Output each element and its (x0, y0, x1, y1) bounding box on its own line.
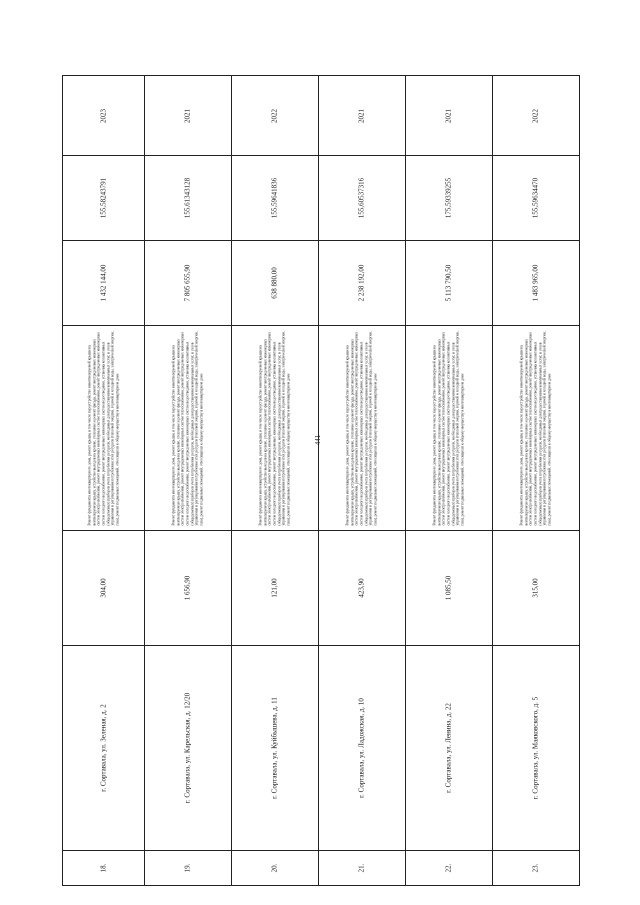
address-cell (319, 646, 406, 851)
area-cell (63, 531, 145, 646)
page-number: 441 (314, 434, 322, 446)
unit-cost-value: 155,58243791 (99, 177, 107, 219)
year-value: 2021 (357, 108, 366, 123)
number-cell (63, 851, 145, 886)
unit-cost-cell (145, 156, 232, 241)
area-row (63, 531, 580, 646)
area-value: 423,90 (357, 578, 366, 598)
year-value: 2021 (444, 108, 453, 123)
works-text: Ремонт фундамента многоквартирного дома, ремонт крыши, в том числе переустройство невентилируемой крыши на вентилируемую крышу, устройство выходов на кровлю, утепление и ремонт фасада, ремонт внутридомовых инженерных систем электроснабжения, ремонт внутридомовых инженерных систем теплоснабжения, ремонт внутридомовых инженерных систем холодного водоснабжения, ремонт внутридомовых инженерных систем водоотведения, установка коллективных (общедомовых) приборов учета потребления ресурсов, необходимых для предоставления коммунальных услуг, и узлов управления и регулирования потребления этих ресурсов (тепловой энергии, горячей и холодной воды, электрической энергии, газа), ремонт подвальных помещений, относящихся к общему имуществу в многоквартирном доме (171, 331, 204, 526)
number-cell (319, 851, 406, 886)
cost-value: 1 432 144,00 (99, 264, 107, 302)
year-cell (63, 76, 145, 156)
unit-cost-value: 155,59641836 (270, 177, 279, 219)
works-text: Ремонт фундамента многоквартирного дома, ремонт крыши, в том числе переустройство невентилируемой крыши на вентилируемую крышу, устройство выходов на кровлю, утепление и ремонт фасада, ремонт внутридомовых инженерных систем электроснабжения, ремонт внутридомовых инженерных систем теплоснабжения, ремонт внутридомовых инженерных систем холодного водоснабжения, ремонт внутридомовых инженерных систем водоотведения, установка коллективных (общедомовых) приборов учета потребления ресурсов, необходимых для предоставления коммунальных услуг, и узлов управления и регулирования потребления этих ресурсов (тепловой энергии, горячей и холодной воды, электрической энергии, газа), ремонт подвальных помещений, относящихся к общему имуществу в многоквартирном доме (258, 331, 291, 526)
row-number: 21. (357, 863, 366, 873)
area-value: 1 656,90 (183, 575, 192, 601)
address-cell (232, 646, 319, 851)
unit-cost-value: 155,59634470 (531, 177, 540, 219)
area-value: 121,00 (270, 578, 279, 598)
works-cell (406, 326, 493, 531)
row-number: 22. (444, 863, 453, 873)
cost-cell (319, 241, 406, 326)
cost-value: 638 880,00 (270, 267, 279, 299)
works-cell (145, 326, 232, 531)
unit-cost-cell (319, 156, 406, 241)
program-table (62, 75, 580, 886)
year-value: 2023 (99, 108, 107, 123)
unit-cost-value: 175,59339255 (444, 177, 453, 219)
address-cell (406, 646, 493, 851)
row-number: 20. (270, 863, 279, 873)
works-cell (493, 326, 580, 531)
unit-cost-cell (63, 156, 145, 241)
cost-cell (232, 241, 319, 326)
cost-value: 2 238 192,00 (357, 264, 366, 302)
year-cell (232, 76, 319, 156)
number-cell (493, 851, 580, 886)
area-value: 304,00 (99, 578, 107, 598)
address-value: г. Сортавала, ул. Куйбышева, д. 11 (270, 697, 279, 799)
cost-cell (406, 241, 493, 326)
year-cell (319, 76, 406, 156)
area-cell (232, 531, 319, 646)
works-text: Ремонт фундамента многоквартирного дома, ремонт крыши, в том числе переустройство невентилируемой крыши на вентилируемую крышу, устройство выходов на кровлю, утепление и ремонт фасада, ремонт внутридомовых инженерных систем электроснабжения, ремонт внутридомовых инженерных систем теплоснабжения, ремонт внутридомовых инженерных систем холодного водоснабжения, ремонт внутридомовых инженерных систем водоотведения, установка коллективных (общедомовых) приборов учета потребления ресурсов, необходимых для предоставления коммунальных услуг, и узлов управления и регулирования потребления этих ресурсов (тепловой энергии, горячей и холодной воды, электрической энергии, газа), ремонт подвальных помещений, относящихся к общему имуществу в многоквартирном доме (519, 331, 552, 526)
cost-row (63, 241, 580, 326)
year-value: 2021 (183, 108, 192, 123)
address-value: г. Сортавала, ул. Зеленая, д. 2 (99, 704, 107, 792)
cost-cell (63, 241, 145, 326)
unit-cost-cell (232, 156, 319, 241)
cost-cell (145, 241, 232, 326)
works-row (63, 326, 580, 531)
area-value: 1 085,50 (444, 575, 453, 601)
cost-value: 5 113 790,50 (444, 264, 453, 302)
address-value: г. Сортавала, ул. Ладожская, д. 10 (357, 698, 366, 798)
number-row (63, 851, 580, 886)
unit-cost-row (63, 156, 580, 241)
address-cell (493, 646, 580, 851)
cost-cell (493, 241, 580, 326)
area-value: 315,00 (531, 578, 540, 598)
address-value: г. Сортавала, ул. Ленина, д. 22 (444, 703, 453, 793)
cost-value: 7 805 655,90 (183, 264, 192, 302)
unit-cost-cell (493, 156, 580, 241)
year-cell (406, 76, 493, 156)
year-cell (145, 76, 232, 156)
cost-value: 1 483 965,00 (531, 264, 540, 302)
year-cell (493, 76, 580, 156)
number-cell (232, 851, 319, 886)
works-cell (232, 326, 319, 531)
works-text: Ремонт фундамента многоквартирного дома, ремонт крыши, в том числе переустройство невентилируемой крыши на вентилируемую крышу, устройство выходов на кровлю, утепление и ремонт фасада, ремонт внутридомовых инженерных систем электроснабжения, ремонт внутридомовых инженерных систем теплоснабжения, ремонт внутридомовых инженерных систем холодного водоснабжения, ремонт внутридомовых инженерных систем водоотведения, установка коллективных (общедомовых) приборов учета потребления ресурсов, необходимых для предоставления коммунальных услуг, и узлов управления и регулирования потребления этих ресурсов (тепловой энергии, горячей и холодной воды, электрической энергии, газа), ремонт подвальных помещений, относящихся к общему имуществу в многоквартирном доме (345, 331, 378, 526)
row-number: 19. (183, 863, 192, 873)
area-cell (145, 531, 232, 646)
unit-cost-value: 155,60537316 (357, 177, 366, 219)
area-cell (493, 531, 580, 646)
row-number: 23. (531, 863, 540, 873)
area-cell (319, 531, 406, 646)
year-row (63, 76, 580, 156)
works-cell (63, 326, 145, 531)
row-number: 18. (99, 863, 107, 873)
unit-cost-value: 155,61343128 (183, 177, 192, 219)
number-cell (145, 851, 232, 886)
address-value: г. Сортавала, ул. Маяковского, д. 5 (531, 696, 540, 800)
unit-cost-cell (406, 156, 493, 241)
year-value: 2022 (531, 108, 540, 123)
number-cell (406, 851, 493, 886)
address-cell (145, 646, 232, 851)
works-text: Ремонт фундамента многоквартирного дома, ремонт крыши, в том числе переустройство невентилируемой крыши на вентилируемую крышу, устройство выходов на кровлю, утепление и ремонт фасада, ремонт внутридомовых инженерных систем электроснабжения, ремонт внутридомовых инженерных систем теплоснабжения, ремонт внутридомовых инженерных систем холодного водоснабжения, ремонт внутридомовых инженерных систем водоотведения, установка коллективных (общедомовых) приборов учета потребления ресурсов, необходимых для предоставления коммунальных услуг, и узлов управления и регулирования потребления этих ресурсов (тепловой энергии, горячей и холодной воды, электрической энергии, газа), ремонт подвальных помещений, относящихся к общему имуществу в многоквартирном доме (87, 331, 120, 526)
year-value: 2022 (270, 108, 279, 123)
area-cell (406, 531, 493, 646)
works-cell (319, 326, 406, 531)
address-cell (63, 646, 145, 851)
address-row (63, 646, 580, 851)
works-text: Ремонт фундамента многоквартирного дома, ремонт крыши, в том числе переустройство невентилируемой крыши на вентилируемую крышу, устройство выходов на кровлю, утепление и ремонт фасада, ремонт внутридомовых инженерных систем электроснабжения, ремонт внутридомовых инженерных систем теплоснабжения, ремонт внутридомовых инженерных систем холодного водоснабжения, ремонт внутридомовых инженерных систем водоотведения, установка коллективных (общедомовых) приборов учета потребления ресурсов, необходимых для предоставления коммунальных услуг, и узлов управления и регулирования потребления этих ресурсов (тепловой энергии, горячей и холодной воды, электрической энергии, газа), ремонт подвальных помещений, относящихся к общему имуществу в многоквартирном доме (432, 331, 465, 526)
address-value: г. Сортавала, ул. Карельская, д. 12/20 (183, 692, 192, 804)
